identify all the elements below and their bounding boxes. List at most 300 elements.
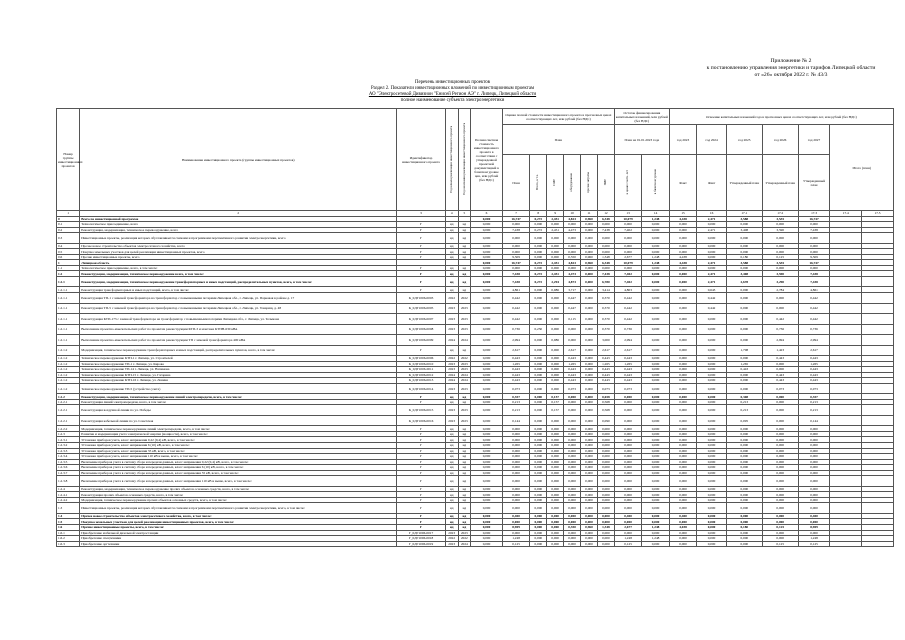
- row-project-id: Г: [397, 265, 446, 271]
- row-value-cell: 0,000: [642, 519, 669, 525]
- row-value-cell: 0,000: [530, 541, 547, 547]
- row-end-year: нд: [458, 448, 471, 454]
- row-value-cell: 0,000: [547, 448, 564, 454]
- row-value-cell: 0,000: [726, 442, 762, 448]
- row-value-cell: 0,000: [564, 442, 581, 448]
- row-end-year: нд: [458, 426, 471, 432]
- row-value-cell: 0,000: [614, 415, 641, 426]
- row-value-cell: 0,000: [762, 367, 798, 373]
- row-value-cell: 16,747: [798, 260, 830, 266]
- row-project-id: Г: [397, 276, 446, 287]
- row-value-cell: 0,000: [762, 243, 798, 249]
- row-value-cell: 0,443: [502, 372, 529, 378]
- row-value-cell: 0,350: [564, 525, 581, 531]
- row-value-cell: 0,000: [726, 356, 762, 362]
- row-value-cell: 0,000: [547, 383, 564, 394]
- row-value-cell: 0,000: [581, 399, 598, 405]
- row-value-cell: 0,000: [798, 497, 830, 503]
- row-value-cell: 0,000: [642, 465, 669, 471]
- row-value-cell: 0,000: [798, 442, 830, 448]
- row-value-cell: 0,442: [798, 314, 830, 325]
- row-value-cell: 0,000: [547, 249, 564, 255]
- row-value-cell: 0,000: [471, 470, 503, 476]
- row-value-cell: 0,000: [697, 222, 727, 228]
- row-project-name: Техническое перевооружение КТП-1 г. Липецк, ул. Строителей: [80, 356, 397, 362]
- row-value-cell: 0,000: [530, 448, 547, 454]
- column-index-cell: 5: [458, 211, 471, 217]
- row-start-year: 2024: [445, 372, 458, 378]
- row-value-cell: 0,000: [697, 486, 727, 492]
- row-value-cell: 0,000: [581, 454, 598, 460]
- row-value-cell: 0,000: [547, 541, 564, 547]
- row-start-year: нд: [445, 470, 458, 476]
- row-empty-cell: [862, 383, 894, 394]
- row-value-cell: 0,000: [597, 448, 614, 454]
- row-value-cell: 0,000: [564, 399, 581, 405]
- row-empty-cell: [862, 314, 894, 325]
- column-index-cell: 1: [57, 211, 80, 217]
- row-value-cell: 0,000: [530, 345, 547, 356]
- row-value-cell: 0,000: [564, 324, 581, 335]
- row-project-id: Г: [397, 513, 446, 519]
- row-value-cell: 0,000: [697, 243, 727, 249]
- row-value-cell: 0,443: [614, 378, 641, 384]
- row-value-cell: 0,000: [669, 233, 696, 244]
- row-value-cell: 0,000: [581, 476, 598, 487]
- row-value-cell: 0,000: [530, 335, 547, 346]
- row-value-cell: 0,986: [547, 335, 564, 346]
- row-end-year: 2024: [458, 372, 471, 378]
- row-value-cell: 0,000: [547, 525, 564, 531]
- row-value-cell: 0,960: [581, 525, 598, 531]
- row-value-cell: 0,000: [614, 503, 641, 514]
- row-value-cell: 0,000: [547, 519, 564, 525]
- row-empty-cell: [830, 314, 862, 325]
- row-value-cell: 0,125: [614, 541, 641, 547]
- row-end-year: 2023: [458, 303, 471, 314]
- row-start-year: нд: [445, 519, 458, 525]
- row-value-cell: 0,000: [530, 415, 547, 426]
- row-value-cell: 0,000: [726, 426, 762, 432]
- row-value-cell: 0,000: [726, 243, 762, 249]
- row-value-cell: 0,000: [564, 492, 581, 498]
- row-start-year: 2024: [445, 335, 458, 346]
- row-value-cell: 1,265: [597, 361, 614, 367]
- row-value-cell: 3,535: [762, 260, 798, 266]
- row-value-cell: 0,000: [697, 454, 727, 460]
- row-value-cell: 0,000: [564, 426, 581, 432]
- row-number: 0.3: [57, 233, 80, 244]
- column-index-cell: 9: [547, 211, 564, 217]
- row-value-cell: 0,000: [530, 525, 547, 531]
- row-value-cell: 0,000: [581, 503, 598, 514]
- row-number: 1.2.1.2: [57, 367, 80, 373]
- row-value-cell: 0,000: [564, 503, 581, 514]
- row-number: 1.2.1.2: [57, 345, 80, 356]
- row-value-cell: 4,438: [669, 216, 696, 222]
- row-value-cell: 0,443: [502, 378, 529, 384]
- row-value-cell: 0,308: [726, 394, 762, 400]
- row-value-cell: 0,213: [726, 399, 762, 405]
- row-value-cell: 1,248: [502, 536, 529, 542]
- row-value-cell: 0,000: [697, 356, 727, 362]
- row-project-name: Установка приборов учета, класс напряжения 0,22 (0,4) кВ, всего, в том числе:: [80, 437, 397, 443]
- row-value-cell: 0,000: [669, 454, 696, 460]
- row-value-cell: 0,000: [564, 541, 581, 547]
- row-value-cell: 0,000: [564, 470, 581, 476]
- row-start-year: нд: [445, 265, 458, 271]
- row-value-cell: 0,443: [502, 367, 529, 373]
- row-project-name: Реконструкция КТП-173 с заменой трансформатора на трансформатор с повышенными потерями Липецкая обл., г. Липецк, ул. Тельмана: [80, 314, 397, 325]
- row-empty-cell: [830, 541, 862, 547]
- row-end-year: нд: [458, 233, 471, 244]
- row-value-cell: 0,000: [726, 470, 762, 476]
- row-value-cell: 2,994: [614, 335, 641, 346]
- row-value-cell: 0,000: [581, 426, 598, 432]
- row-value-cell: 0,213: [502, 405, 529, 416]
- row-value-cell: 0,272: [530, 276, 547, 287]
- row-number: 0.6: [57, 254, 80, 260]
- row-value-cell: 0,000: [530, 454, 547, 460]
- row-end-year: нд: [458, 442, 471, 448]
- row-value-cell: 1,265: [798, 361, 830, 367]
- row-value-cell: 0,000: [547, 303, 564, 314]
- column-index-cell: 7: [502, 211, 529, 217]
- row-value-cell: 0,000: [614, 243, 641, 249]
- row-value-cell: 0,000: [614, 519, 641, 525]
- row-start-year: 2023: [445, 303, 458, 314]
- row-value-cell: 0,000: [471, 431, 503, 437]
- row-value-cell: 0,000: [642, 287, 669, 293]
- row-value-cell: 0,000: [547, 437, 564, 443]
- row-project-id: К_0ДГ1006-0010: [397, 361, 446, 367]
- row-value-cell: 0,000: [547, 492, 564, 498]
- row-value-cell: 6,348: [597, 216, 614, 222]
- row-value-cell: 0,000: [581, 431, 598, 437]
- row-value-cell: 0,000: [642, 415, 669, 426]
- row-value-cell: 0,000: [581, 265, 598, 271]
- row-value-cell: 0,443: [726, 367, 762, 373]
- row-value-cell: 0,000: [642, 513, 669, 519]
- row-value-cell: 0,000: [762, 399, 798, 405]
- row-end-year: нд: [458, 459, 471, 465]
- header-approved-2027: Утвержденный план: [798, 155, 830, 211]
- row-project-name: Реконструкция ТП-5 с заменой трансформатора на трансформатор с повышенными потерями Липецкая обл., г. Липецк, ул. Товарищ, д. 48: [80, 303, 397, 314]
- row-value-cell: 4,803: [614, 287, 641, 293]
- row-value-cell: 0,272: [530, 216, 547, 222]
- row-value-cell: 0,000: [471, 361, 503, 367]
- row-value-cell: 0,000: [697, 437, 727, 443]
- row-value-cell: 0,213: [726, 405, 762, 416]
- row-value-cell: 0,000: [642, 383, 669, 394]
- appendix-line-3: от «26» октября 2022 г. № 43/3: [754, 72, 828, 78]
- row-value-cell: 0,960: [581, 216, 598, 222]
- row-number: 1.2.1.2: [57, 361, 80, 367]
- row-value-cell: 0,157: [547, 399, 564, 405]
- row-end-year: 2024: [458, 378, 471, 384]
- row-value-cell: 1,248: [642, 525, 669, 531]
- row-value-cell: 0,000: [726, 431, 762, 437]
- row-value-cell: 0,000: [669, 243, 696, 249]
- row-value-cell: 0,000: [502, 233, 529, 244]
- row-value-cell: 0,213: [798, 405, 830, 416]
- row-value-cell: 0,000: [597, 486, 614, 492]
- row-value-cell: 0,000: [614, 394, 641, 400]
- row-value-cell: 1,248: [614, 536, 641, 542]
- row-value-cell: 0,115: [564, 314, 581, 325]
- row-project-name: Прочие инвестиционные проекты, всего: [80, 254, 397, 260]
- appendix-line-2: к постановлению управления энергетики и тарифов Липецкой области: [706, 65, 876, 71]
- row-value-cell: 0,442: [614, 314, 641, 325]
- row-value-cell: 0,000: [471, 372, 503, 378]
- row-empty-cell: [830, 383, 862, 394]
- row-value-cell: 10,079: [614, 260, 641, 266]
- row-value-cell: 0,400: [798, 513, 830, 519]
- row-value-cell: 3,000: [597, 335, 614, 346]
- row-start-year: нд: [445, 233, 458, 244]
- row-start-year: 2023: [445, 383, 458, 394]
- row-value-cell: 0,000: [726, 324, 762, 335]
- row-value-cell: 0,000: [762, 249, 798, 255]
- row-empty-cell: [862, 335, 894, 346]
- row-value-cell: 0,000: [597, 513, 614, 519]
- row-number: 1.2.4.1: [57, 492, 80, 498]
- row-value-cell: 0,000: [642, 249, 669, 255]
- header-sub-4: ПИР: [597, 155, 614, 211]
- row-value-cell: 0,000: [547, 243, 564, 249]
- row-project-name: Выполнение проектно-изыскательских работ по проектам реконструкции КТП-3 и монтажа КТПН-630 кВА: [80, 324, 397, 335]
- row-value-cell: 0,000: [697, 383, 727, 394]
- row-project-name: Реконструкция воздушной линии по ул. Победы: [80, 405, 397, 416]
- row-value-cell: 0,000: [471, 399, 503, 405]
- row-project-id: Г: [397, 519, 446, 525]
- row-value-cell: 1,265: [614, 361, 641, 367]
- row-value-cell: 1,265: [726, 361, 762, 367]
- row-project-name: Инвестиционные проекты, реализация которых обуславливается схемами и программами перспективного развития электроэнергетики, всего: [80, 233, 397, 244]
- row-number: 1.2.2: [57, 394, 80, 400]
- row-value-cell: 0,000: [581, 356, 598, 362]
- row-value-cell: 2,617: [597, 345, 614, 356]
- row-project-id: К_0ДГ1006-0012: [397, 372, 446, 378]
- row-value-cell: 0,000: [762, 233, 798, 244]
- row-project-name: Выполнение проектно-изыскательских работ по проектам реконструкции ТП с заменой трансформатора 400 кВА: [80, 335, 397, 346]
- row-value-cell: 0,000: [564, 415, 581, 426]
- header-plan-date: План на 01.01.2023 года: [614, 125, 669, 155]
- row-value-cell: 0,000: [669, 394, 696, 400]
- row-value-cell: 2,471: [697, 227, 727, 233]
- row-value-cell: 0,443: [564, 378, 581, 384]
- row-start-year: нд: [445, 442, 458, 448]
- row-value-cell: 0,000: [471, 442, 503, 448]
- row-value-cell: 0,000: [669, 345, 696, 356]
- row-start-year: 2022: [445, 293, 458, 304]
- row-value-cell: 0,443: [762, 372, 798, 378]
- row-value-cell: 0,000: [726, 293, 762, 304]
- row-value-cell: 0,000: [547, 459, 564, 465]
- row-value-cell: 0,000: [726, 454, 762, 460]
- row-end-year: нд: [458, 525, 471, 531]
- row-project-name: Прочее новое строительство объектов электросетевого хозяйства, всего, в том числе:: [80, 513, 397, 519]
- header-fact-2024: Факт: [697, 155, 727, 211]
- row-value-cell: 0,000: [597, 431, 614, 437]
- row-value-cell: 0,442: [614, 303, 641, 314]
- table-row: [57, 541, 894, 547]
- row-value-cell: 4,438: [669, 254, 696, 260]
- row-value-cell: 0,000: [581, 367, 598, 373]
- row-value-cell: 0,073: [798, 383, 830, 394]
- row-value-cell: 10,079: [614, 216, 641, 222]
- row-value-cell: 0,370: [597, 314, 614, 325]
- row-value-cell: 0,443: [614, 367, 641, 373]
- row-value-cell: 4,823: [564, 216, 581, 222]
- table-row: [57, 503, 894, 514]
- row-value-cell: 0,000: [697, 503, 727, 514]
- row-value-cell: 0,000: [697, 367, 727, 373]
- row-value-cell: 0,180: [726, 525, 762, 531]
- row-value-cell: 0,000: [502, 459, 529, 465]
- row-value-cell: 0,000: [597, 233, 614, 244]
- row-value-cell: 0,000: [530, 426, 547, 432]
- row-value-cell: 0,000: [547, 513, 564, 519]
- row-value-cell: 0,230: [530, 324, 547, 335]
- header-group-number: Номер группы инвестиционных проектов: [57, 109, 80, 211]
- row-value-cell: 1,248: [642, 254, 669, 260]
- row-value-cell: 0,000: [581, 437, 598, 443]
- row-value-cell: 0,000: [614, 470, 641, 476]
- row-value-cell: 0,000: [642, 293, 669, 304]
- row-value-cell: 0,000: [762, 519, 798, 525]
- row-value-cell: 1,248: [642, 536, 669, 542]
- row-project-id: Г_0ДГ1006-0017: [397, 530, 446, 536]
- row-value-cell: 0,000: [614, 492, 641, 498]
- row-value-cell: 0,000: [762, 454, 798, 460]
- row-value-cell: 0,000: [642, 394, 669, 400]
- row-value-cell: 0,000: [502, 448, 529, 454]
- row-value-cell: 0,000: [669, 383, 696, 394]
- row-value-cell: 0,000: [547, 378, 564, 384]
- row-value-cell: 3,590: [762, 271, 798, 277]
- row-value-cell: 0,000: [642, 276, 669, 287]
- row-end-year: нд: [458, 486, 471, 492]
- row-value-cell: 0,095: [726, 415, 762, 426]
- row-value-cell: 0,443: [502, 356, 529, 362]
- row-value-cell: 0,144: [798, 415, 830, 426]
- row-value-cell: 0,000: [597, 243, 614, 249]
- row-value-cell: 1,248: [642, 216, 669, 222]
- row-value-cell: 0,000: [726, 378, 762, 384]
- column-index-cell: 2: [80, 211, 397, 217]
- row-end-year: нд: [458, 271, 471, 277]
- column-index-cell: 17.2: [762, 211, 798, 217]
- row-value-cell: 2,784: [762, 287, 798, 293]
- row-value-cell: 0,000: [471, 492, 503, 498]
- row-number: 1.2.2.1: [57, 399, 80, 405]
- row-value-cell: 0,000: [547, 470, 564, 476]
- row-empty-cell: [830, 405, 862, 416]
- row-value-cell: 8,909: [502, 525, 529, 531]
- row-value-cell: 0,000: [642, 459, 669, 465]
- row-value-cell: 0,000: [697, 249, 727, 255]
- header-sub-3: прочие затраты: [581, 155, 598, 211]
- row-value-cell: 0,213: [798, 399, 830, 405]
- row-value-cell: 0,000: [530, 437, 547, 443]
- row-value-cell: 0,000: [614, 454, 641, 460]
- row-project-name: Покупка земельных участков для целей реализации инвестиционных проектов, всего, в том числе:: [80, 519, 397, 525]
- row-end-year: нд: [458, 470, 471, 476]
- row-value-cell: 0,000: [798, 486, 830, 492]
- row-value-cell: 0,000: [614, 486, 641, 492]
- header-sub-1: СМР: [547, 155, 564, 211]
- row-value-cell: 0,000: [564, 536, 581, 542]
- row-start-year: 2023: [445, 405, 458, 416]
- row-project-id: К_0ДГ1006-0009: [397, 335, 446, 346]
- row-empty-cell: [862, 324, 894, 335]
- row-value-cell: 0,000: [530, 405, 547, 416]
- row-value-cell: 0,000: [726, 536, 762, 542]
- row-number: 0.5: [57, 249, 80, 255]
- row-value-cell: 0,000: [798, 448, 830, 454]
- row-end-year: 2022: [458, 356, 471, 362]
- row-value-cell: 0,000: [642, 476, 669, 487]
- row-value-cell: 0,000: [564, 431, 581, 437]
- row-project-name: Реконструкция ТП-1 с заменой трансформатора на трансформатор с повышенными потерями Липецкая обл., г. Липецк, ул. Парковая в районе д. 17: [80, 293, 397, 304]
- row-value-cell: 0,000: [697, 426, 727, 432]
- row-value-cell: 0,000: [564, 249, 581, 255]
- row-number: 1.2.1.2: [57, 356, 80, 362]
- row-end-year: нд: [458, 265, 471, 271]
- row-value-cell: 0,000: [669, 541, 696, 547]
- row-value-cell: 0,000: [564, 519, 581, 525]
- row-value-cell: 0,000: [697, 513, 727, 519]
- row-project-id: Г_0ДГ1006-0019: [397, 541, 446, 547]
- row-end-year: 2022: [458, 293, 471, 304]
- row-value-cell: 0,370: [597, 293, 614, 304]
- row-value-cell: 0,000: [581, 335, 598, 346]
- row-value-cell: 0,442: [697, 293, 727, 304]
- row-value-cell: 0,000: [471, 530, 503, 536]
- row-end-year: 2024: [458, 335, 471, 346]
- row-end-year: нд: [458, 437, 471, 443]
- row-value-cell: 0,000: [597, 503, 614, 514]
- row-project-id: Г: [397, 222, 446, 228]
- row-value-cell: 0,000: [502, 470, 529, 476]
- row-end-year: нд: [458, 287, 471, 293]
- row-value-cell: 0,000: [726, 497, 762, 503]
- row-value-cell: 0,000: [697, 399, 727, 405]
- column-index-cell: 10: [564, 211, 581, 217]
- row-value-cell: 0,000: [547, 530, 564, 536]
- row-value-cell: 0,000: [614, 405, 641, 416]
- row-value-cell: 0,000: [502, 454, 529, 460]
- row-value-cell: 0,000: [798, 249, 830, 255]
- row-value-cell: 0,000: [614, 476, 641, 487]
- row-value-cell: 0,000: [547, 265, 564, 271]
- row-value-cell: 0,000: [581, 497, 598, 503]
- table-body: [57, 211, 894, 547]
- row-value-cell: 0,442: [502, 314, 529, 325]
- row-value-cell: 0,000: [762, 530, 798, 536]
- row-start-year: нд: [445, 345, 458, 356]
- row-start-year: нд: [445, 227, 458, 233]
- row-value-cell: 0,000: [669, 448, 696, 454]
- header-plan-total: План: [502, 155, 529, 211]
- header-estimate-cost: Полная сметная стоимость инвестиционного проекта в соответствии с утвержденной проектной документацией в базисном уровне цен, млн рублей (без НДС): [471, 109, 503, 211]
- row-value-cell: 0,000: [502, 497, 529, 503]
- row-value-cell: 0,000: [614, 442, 641, 448]
- row-number: 1.2.3.2: [57, 442, 80, 448]
- row-value-cell: 0,443: [798, 372, 830, 378]
- row-value-cell: 0,000: [471, 243, 503, 249]
